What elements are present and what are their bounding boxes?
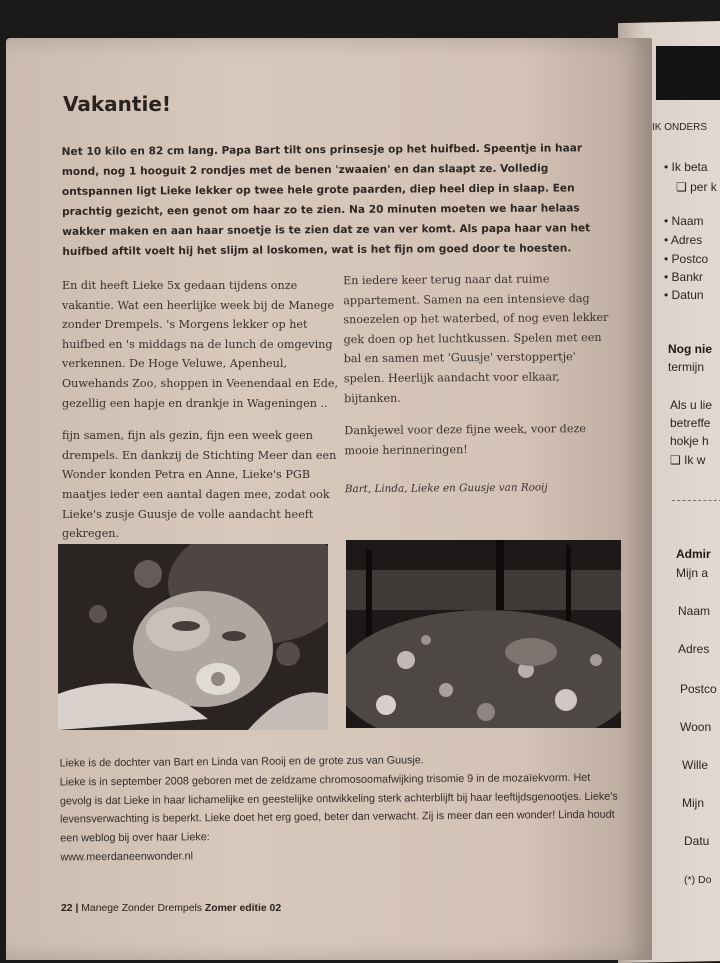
- right-line: Adres: [678, 642, 710, 656]
- paragraph: Dankjewel voor deze fijne week, voor deze mooie herinneringen!: [344, 422, 586, 457]
- right-line: • Ik beta: [664, 160, 708, 174]
- right-line: Mijn a: [676, 566, 709, 580]
- article-column-left: [62, 276, 350, 557]
- caption-body: Lieke is in september 2008 geboren met de zeldzame chromosoomafwijking trisomie 9 in de mozaïekvorm. Het gevolg is dat Lieke in haar lichamelijke en geestelijke ontwikkeling sterk achterblijft bij haar leeftijdsgenootjes. Lieke's levensverwachting is beperkt. Lieke doet het erg goed, beter dan verwacht. Zij is meer dan een wonder! Linda houdt een weblog bij over haar Lieke:: [59, 771, 618, 845]
- signature: Bart, Linda, Lieke en Guusje van Rooij: [344, 481, 548, 496]
- right-line: • Bankr: [664, 270, 703, 284]
- right-line: hokje h: [670, 434, 709, 448]
- right-line: Naam: [678, 604, 711, 618]
- photo-sleeping-girl: [58, 544, 328, 730]
- paragraph: fijn samen, fijn als gezin, fijn een week geen drempels. En dankzij de Stichting Meer dan een Wonder konden Petra en Anne, Lieke's PGB maatjes ieder een aantal dagen mee, zodat ook Lieke's zusje Guusje de volle aandacht heeft gekregen.: [62, 429, 337, 541]
- footer-separator: |: [75, 903, 79, 914]
- right-line: Wille: [682, 758, 708, 772]
- photo-play-room-illustration: [346, 540, 621, 728]
- right-line: Woon: [680, 720, 712, 734]
- right-line: termijn: [668, 360, 705, 374]
- page-number: 22: [61, 903, 73, 914]
- right-line: ❑ Ik w: [670, 453, 706, 467]
- paragraph: En dit heeft Lieke 5x gedaan tijdens onze vakantie. Wat een heerlijke week bij de Manege zonder Drempels. 's Morgens lekker op het huifbed en 's middags na de lunch de omgeving verkennen. De Hoge Veluwe, Apenheul, Ouwehands Zoo, shoppen in Veenendaal en Ede, gezellig een hapje en drankje in Wageningen ..: [62, 279, 339, 410]
- article-column-right: [343, 269, 621, 513]
- caption-line: Lieke is de dochter van Bart en Linda van Rooij en de grote zus van Guusje.: [59, 754, 424, 770]
- right-line: • Postco: [664, 252, 709, 266]
- article-intro: Net 10 kilo en 82 cm lang. Papa Bart tilt ons prinsesje op het huifbed. Speentje in haar mond, nog 1 hooguit 2 rondjes met de benen 'zwaaien' en dan slaapt ze. Volledig ontspannen ligt Lieke lekker op twee hele grote paarden, diep heel diep in slaap. Een prachtig gezicht, een genot om haar zo te zien. Na 20 minuten moeten we haar helaas wakker maken en aan haar snoetje is te zien dat ze van ver komt. Als papa haar van het huifbed aftilt voelt hij het slijm al loskomen, wat is het fijn om goed door te hoesten.: [61, 142, 591, 258]
- right-line: Postco: [680, 682, 717, 696]
- right-line: Datu: [684, 834, 710, 848]
- right-line: • Adres: [664, 233, 703, 247]
- edition-label: Zomer editie 02: [204, 903, 282, 914]
- right-footnote: (*) Do: [684, 874, 712, 886]
- right-heading: IK ONDERS: [652, 122, 708, 133]
- right-subheading: Admir: [676, 547, 711, 561]
- right-line: • Naam: [664, 214, 704, 228]
- photo-sleeping-girl-illustration: [58, 544, 328, 730]
- right-line: • Datun: [664, 288, 704, 302]
- right-subheading: Nog nie: [668, 342, 712, 356]
- right-line: Als u lie: [670, 398, 713, 412]
- paragraph: En iedere keer terug naar dat ruime appartement. Samen na een intensieve dag snoezelen op het waterbed, of nog even lekker gek doen op het luchtkussen. Spelen met een bal en samen met 'Guusje' verstoppertje' spelen. Heerlijk aandacht voor elkaar, bijtanken.: [342, 272, 609, 405]
- photo-caption: [60, 750, 625, 868]
- right-line: Mijn: [682, 796, 705, 810]
- article-title: Vakantie!: [63, 92, 172, 116]
- publication-name: Manege Zonder Drempels: [81, 903, 202, 914]
- photo-play-room: [346, 540, 621, 728]
- page-footer: [61, 903, 281, 914]
- caption-url: www.meerdaneenwonder.nl: [60, 850, 194, 864]
- right-line: betreffe: [670, 416, 711, 430]
- right-line: ❑ per k: [676, 180, 717, 194]
